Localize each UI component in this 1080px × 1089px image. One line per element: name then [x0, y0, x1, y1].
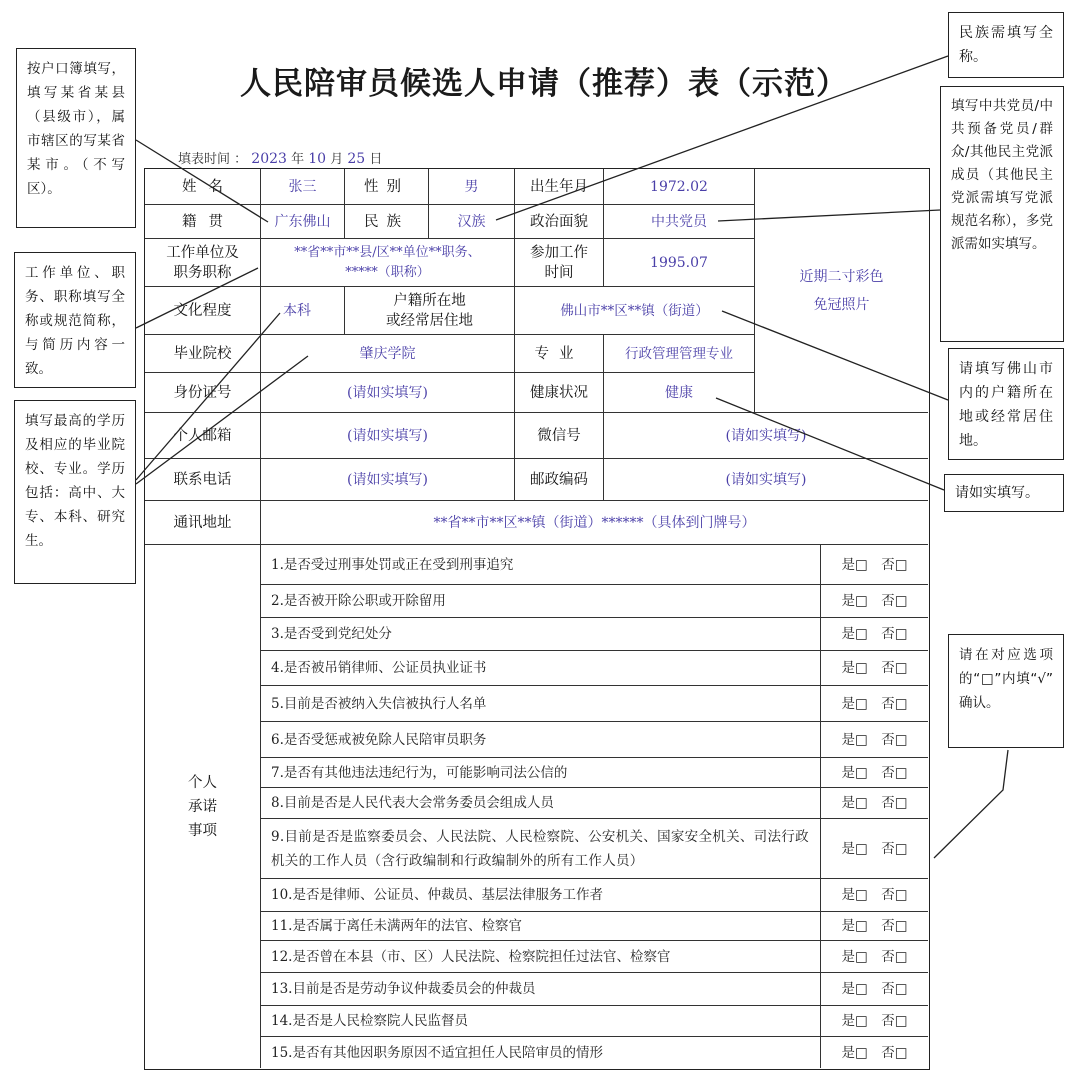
value-phone[interactable]: (请如实填写)	[261, 459, 515, 501]
label-wechat: 微信号	[515, 413, 604, 459]
callout-line-ethnic	[496, 56, 948, 220]
yes-no-2[interactable]: 是□ 否□	[821, 585, 928, 618]
question-5: 5.目前是否被纳入失信被执行人名单	[261, 686, 821, 722]
callout-line-residence	[722, 311, 948, 400]
value-email[interactable]: (请如实填写)	[261, 413, 515, 459]
callout-line-check	[934, 750, 1008, 858]
callout-line-school	[136, 356, 308, 484]
question-7: 7.是否有其他违法违纪行为，可能影响司法公信的	[261, 758, 821, 788]
question-10: 10.是否是律师、公证员、仲裁员、基层法律服务工作者	[261, 879, 821, 912]
fill-date-year-unit: 年	[291, 152, 305, 167]
yes-no-9[interactable]: 是□ 否□	[821, 819, 928, 879]
label-school: 毕业院校	[145, 335, 261, 373]
label-edu: 文化程度	[145, 287, 261, 335]
value-native[interactable]: 广东佛山	[261, 205, 345, 239]
question-1: 1.是否受过刑事处罚或正在受到刑事追究	[261, 545, 821, 585]
question-13: 13.目前是否是劳动争议仲裁委员会的仲裁员	[261, 973, 821, 1006]
value-address[interactable]: **省**市**区**镇（街道）******（具体到门牌号）	[261, 501, 928, 545]
value-jobtime[interactable]: 1995.07	[604, 239, 755, 287]
label-hukou-line1: 户籍所在地	[393, 292, 466, 309]
fill-date-day[interactable]: 25	[347, 151, 366, 167]
label-major: 专业	[515, 335, 604, 373]
fill-date: 填表时间 ： 2023 年 10 月 25 日	[178, 151, 383, 167]
yes-no-13[interactable]: 是□ 否□	[821, 973, 928, 1006]
value-health[interactable]: 健康	[604, 373, 755, 413]
label-commit-2: 承诺	[188, 798, 217, 815]
note-check: 请在对应选项的“□”内填“√” 确认。	[948, 634, 1064, 748]
note-party: 填写中共党员/中共预备党员/群众/其他民主党派成员（其他民主党派需填写党派规范名称），多党派需如实填写。	[940, 86, 1064, 342]
label-birth: 出生年月	[515, 169, 604, 205]
label-name: 姓名	[145, 169, 261, 205]
yes-no-5[interactable]: 是□ 否□	[821, 686, 928, 722]
note-work: 工作单位、职务、职称填写全称或规范简称，与简历内容一致。	[14, 252, 136, 388]
label-jobtime-line2: 时间	[544, 264, 574, 281]
fill-date-month-unit: 月	[330, 152, 344, 167]
fill-date-month[interactable]: 10	[308, 151, 327, 167]
yes-no-15[interactable]: 是□ 否□	[841, 1044, 908, 1061]
value-postal[interactable]: (请如实填写)	[604, 459, 928, 501]
question-11: 11.是否属于离任未满两年的法官、检察官	[261, 912, 821, 941]
page-title: 人民陪审员候选人申请（推荐）表（示范）	[240, 66, 848, 102]
yes-no-8[interactable]: 是□ 否□	[821, 788, 928, 819]
yes-no-7[interactable]: 是□ 否□	[821, 758, 928, 788]
label-phone: 联系电话	[145, 459, 261, 501]
label-commit-3: 事项	[188, 822, 217, 839]
label-jobtime-line1: 参加工作	[530, 244, 588, 261]
fill-date-day-unit: 日	[369, 152, 383, 167]
callout-line-edu	[136, 313, 280, 480]
question-3: 3.是否受到党纪处分	[261, 618, 821, 651]
note-ethnic: 民族需填写全称。	[948, 12, 1064, 78]
yes-no-4[interactable]: 是□ 否□	[821, 651, 928, 686]
label-native: 籍贯	[145, 205, 261, 239]
yes-no-6[interactable]: 是□ 否□	[821, 722, 928, 758]
callout-line-work	[136, 268, 258, 328]
photo-line1: 近期二寸彩色	[799, 268, 884, 285]
value-school[interactable]: 肇庆学院	[261, 335, 515, 373]
callout-line-hukou	[136, 140, 268, 222]
yes-no-3[interactable]: 是□ 否□	[821, 618, 928, 651]
label-ethnic: 民族	[345, 205, 429, 239]
value-id[interactable]: (请如实填写)	[261, 373, 515, 413]
label-gender: 性别	[345, 169, 429, 205]
question-15: 15.是否有其他因职务原因不适宜担任人民陪审员的情形	[261, 1037, 821, 1068]
callout-line-party	[718, 210, 940, 221]
callout-line-truth	[716, 398, 944, 490]
value-work-line2: *****（职称）	[345, 264, 430, 280]
note-hukou: 按户口簿填写，填写某省某县（县级市），属市辖区的写某省某市。（不写区）。	[16, 48, 136, 228]
label-postal: 邮政编码	[515, 459, 604, 501]
label-address: 通讯地址	[145, 501, 261, 545]
yes-no-11[interactable]: 是□ 否□	[821, 912, 928, 941]
yes-no-14[interactable]: 是□ 否□	[821, 1006, 928, 1037]
fill-date-year[interactable]: 2023	[251, 151, 287, 167]
question-4: 4.是否被吊销律师、公证员执业证书	[261, 651, 821, 686]
note-residence: 请填写佛山市内的户籍所在地或经常居住地。	[948, 348, 1064, 460]
question-14: 14.是否是人民检察院人民监督员	[261, 1006, 821, 1037]
label-email: 个人邮箱	[145, 413, 261, 459]
question-2: 2.是否被开除公职或开除留用	[261, 585, 821, 618]
value-hukou[interactable]: 佛山市**区**镇（街道）	[515, 287, 755, 335]
question-8: 8.目前是否是人民代表大会常务委员会组成人员	[261, 788, 821, 819]
value-name[interactable]: 张三	[261, 169, 345, 205]
value-edu[interactable]: 本科	[261, 287, 345, 335]
note-truth: 请如实填写。	[944, 474, 1064, 512]
yes-no-12[interactable]: 是□ 否□	[821, 941, 928, 973]
value-birth[interactable]: 1972.02	[604, 169, 755, 205]
label-health: 健康状况	[515, 373, 604, 413]
label-id: 身份证号	[145, 373, 261, 413]
label-work-line1: 工作单位及	[166, 244, 239, 261]
label-political: 政治面貌	[515, 205, 604, 239]
fill-date-label: 填表时间	[178, 152, 231, 167]
label-work-line2: 职务职称	[173, 264, 232, 281]
value-ethnic[interactable]: 汉族	[429, 205, 515, 239]
note-edu: 填写最高的学历及相应的毕业院校、专业。学历包括：高中、大专、本科、研究生。	[14, 400, 136, 584]
label-commit-1: 个人	[188, 774, 217, 791]
photo-line2: 免冠照片	[813, 296, 870, 313]
value-major[interactable]: 行政管理管理专业	[604, 335, 755, 373]
value-work-line1: **省**市**县/区**单位**职务、	[294, 244, 481, 260]
question-6: 6.是否受惩戒被免除人民陪审员职务	[261, 722, 821, 758]
question-12: 12.是否曾在本县（市、区）人民法院、检察院担任过法官、检察官	[261, 941, 821, 973]
value-wechat[interactable]: (请如实填写)	[604, 413, 928, 459]
value-gender[interactable]: 男	[429, 169, 515, 205]
label-hukou-line2: 或经常居住地	[386, 312, 473, 329]
value-political[interactable]: 中共党员	[604, 205, 755, 239]
question-9: 9.目前是否是监察委员会、人民法院、人民检察院、公安机关、国家安全机关、司法行政机关的工作人员（含行政编制和行政编制外的所有工作人员）	[261, 819, 821, 879]
yes-no-10[interactable]: 是□ 否□	[821, 879, 928, 912]
yes-no-1[interactable]: 是□ 否□	[821, 545, 928, 585]
